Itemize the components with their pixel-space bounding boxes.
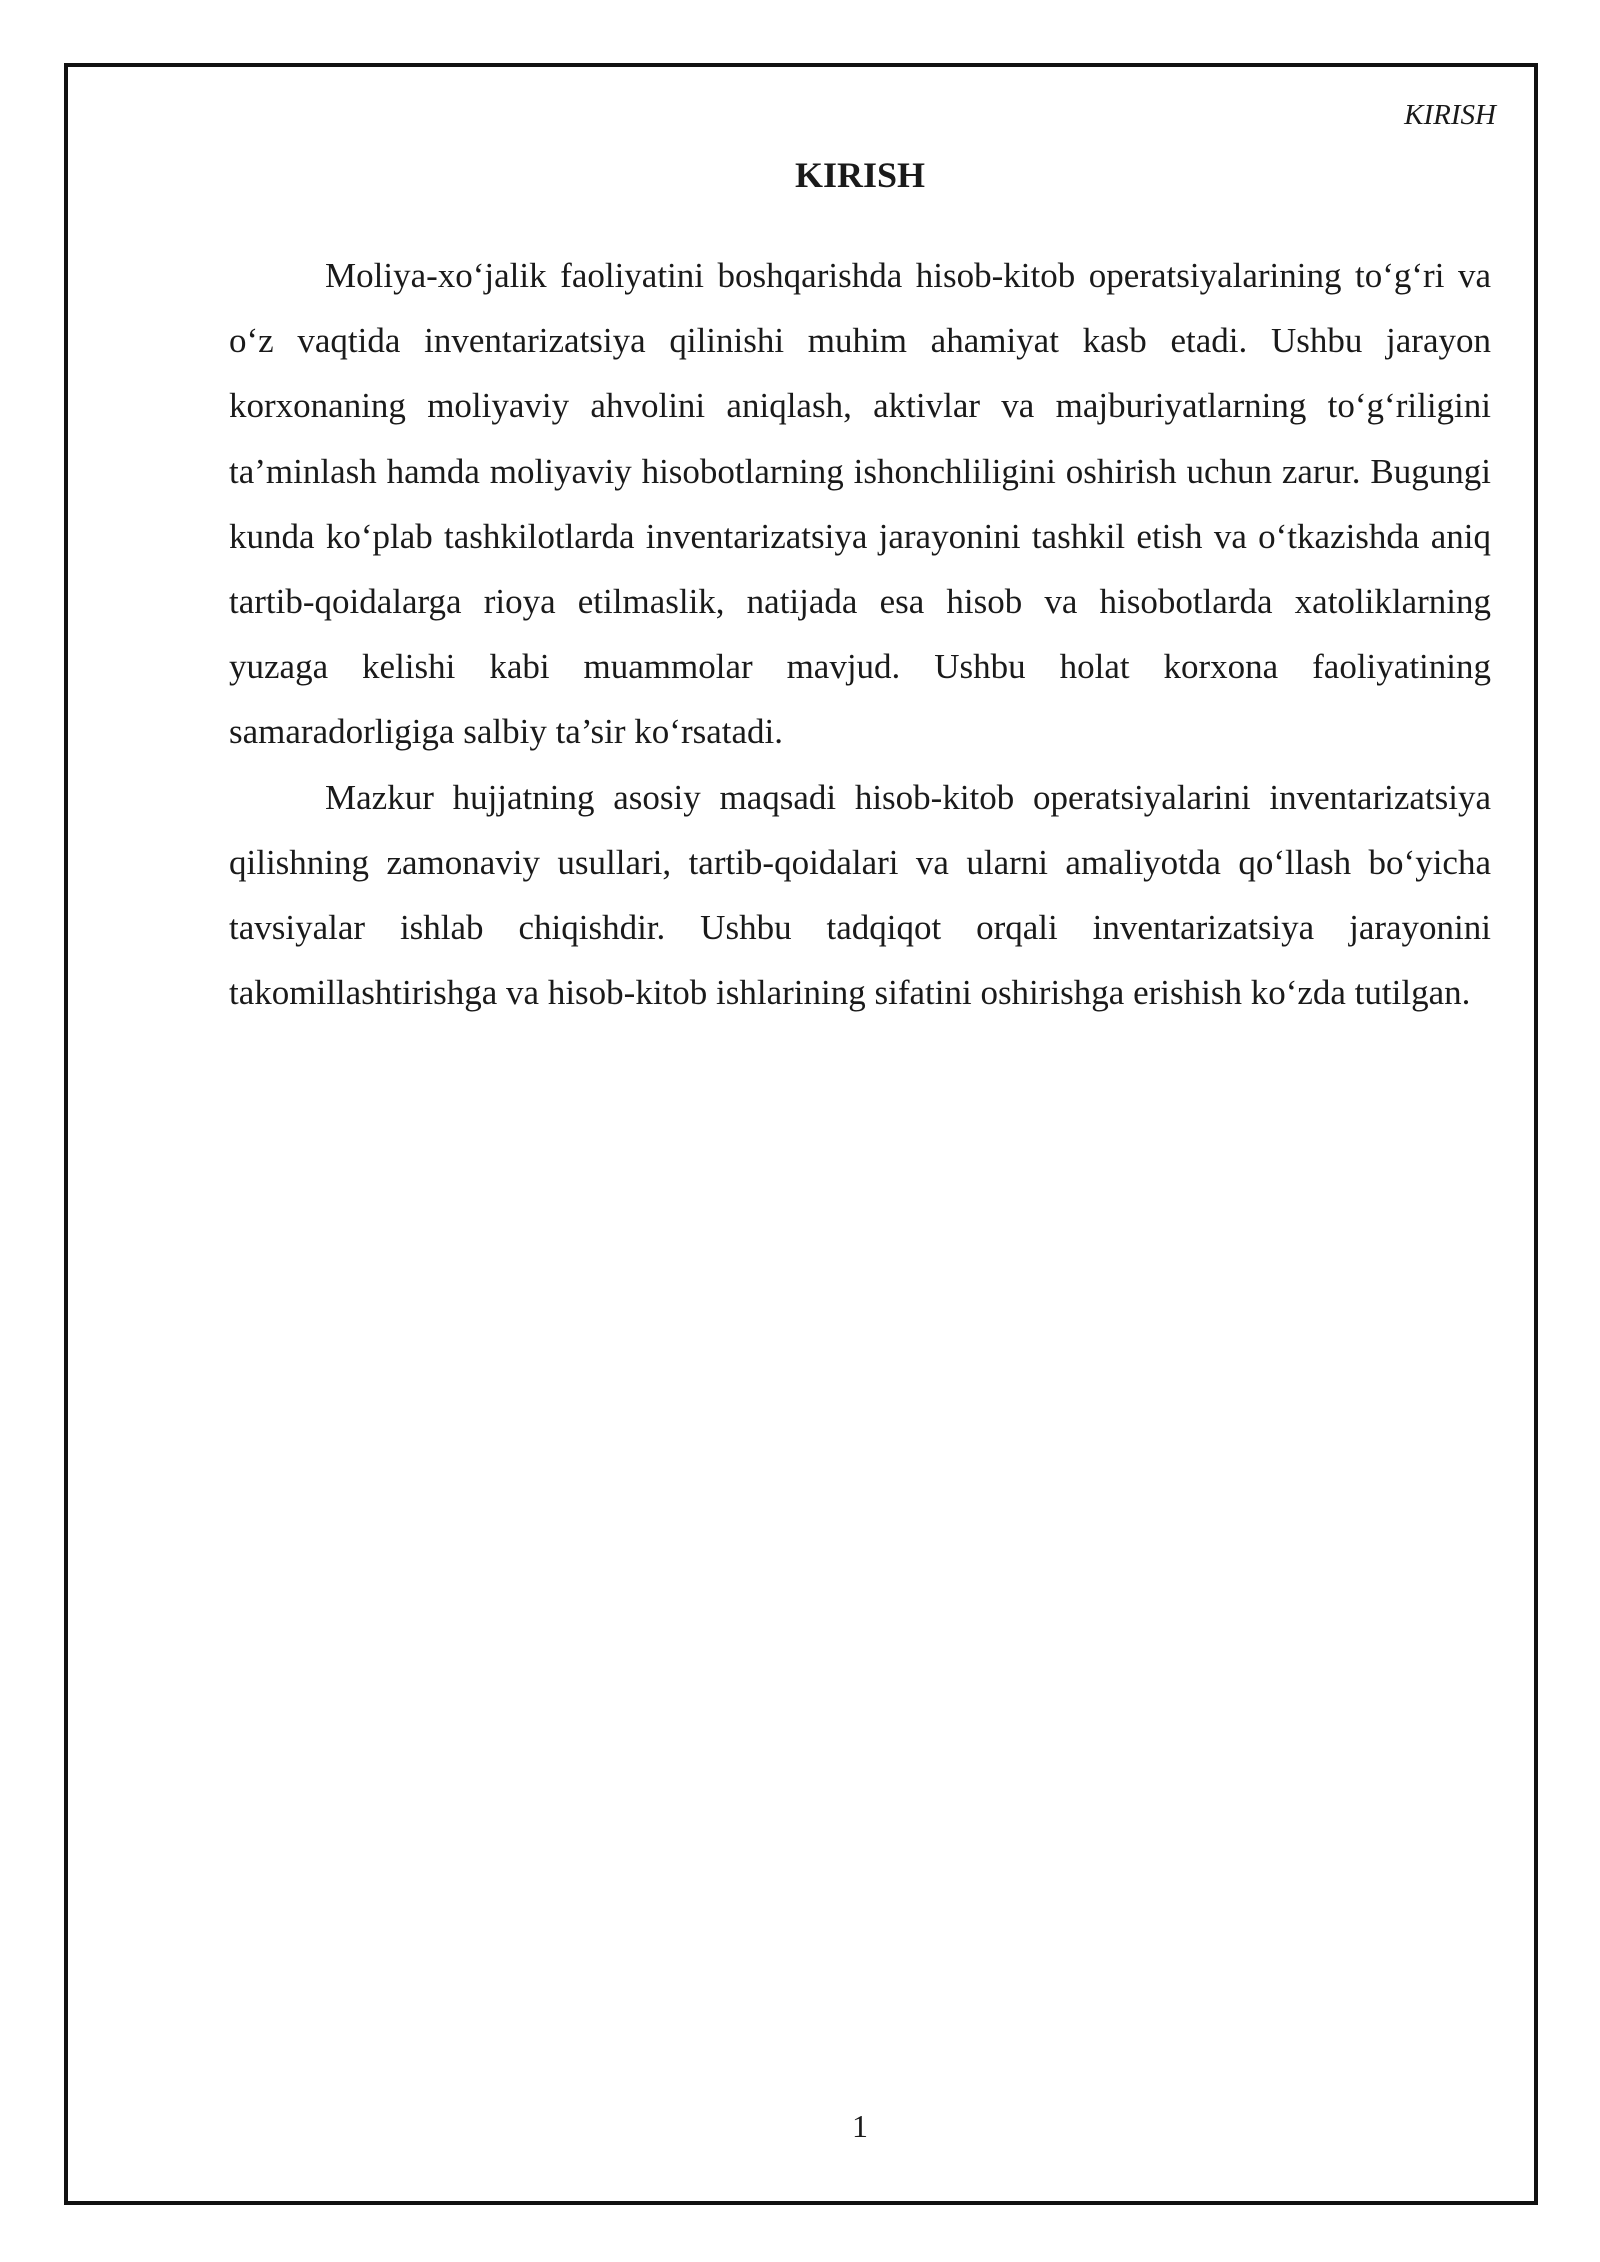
paragraph: Mazkur hujjatning asosiy maqsadi hisob-kitob operatsiyalarini inventarizatsiya qilishning zamonaviy usullari, tartib-qoidalari va ularni amaliyotda qo‘llash bo‘yicha tavsiyalar ishlab chiqishdir. Ushbu tadqiqot orqali inventarizatsiya jarayonini takomillashtirishga va hisob-kitob ishlarining sifatini oshirishga erishish ko‘zda tutilgan. xyxy=(229,777,1491,1013)
body-text xyxy=(229,243,1491,1025)
page-number: 1 xyxy=(852,2108,868,2144)
paragraph: Moliya-xo‘jalik faoliyatini boshqarishda hisob-kitob operatsiyalarining to‘g‘ri va o‘z vaqtida inventarizatsiya qilinishi muhim ahamiyat kasb etadi. Ushbu jarayon korxonaning moliyaviy ahvolini aniqlash, aktivlar va majburiyatlarning to‘g‘riligini ta’minlash hamda moliyaviy hisobotlarning ishonchliligini oshirish uchun zarur. Bugungi kunda ko‘plab tashkilotlarda inventarizatsiya jarayonini tashkil etish va o‘tkazishda aniq tartib-qoidalarga rioya etilmaslik, natijada esa hisob va hisobotlarda xatoliklarning yuzaga kelishi kabi muammolar mavjud. Ushbu holat korxona faoliyatining samaradorligiga salbiy ta’sir ko‘rsatadi. xyxy=(229,256,1491,752)
chapter-title: KIRISH xyxy=(794,155,926,195)
running-header: KIRISH xyxy=(1404,99,1496,131)
